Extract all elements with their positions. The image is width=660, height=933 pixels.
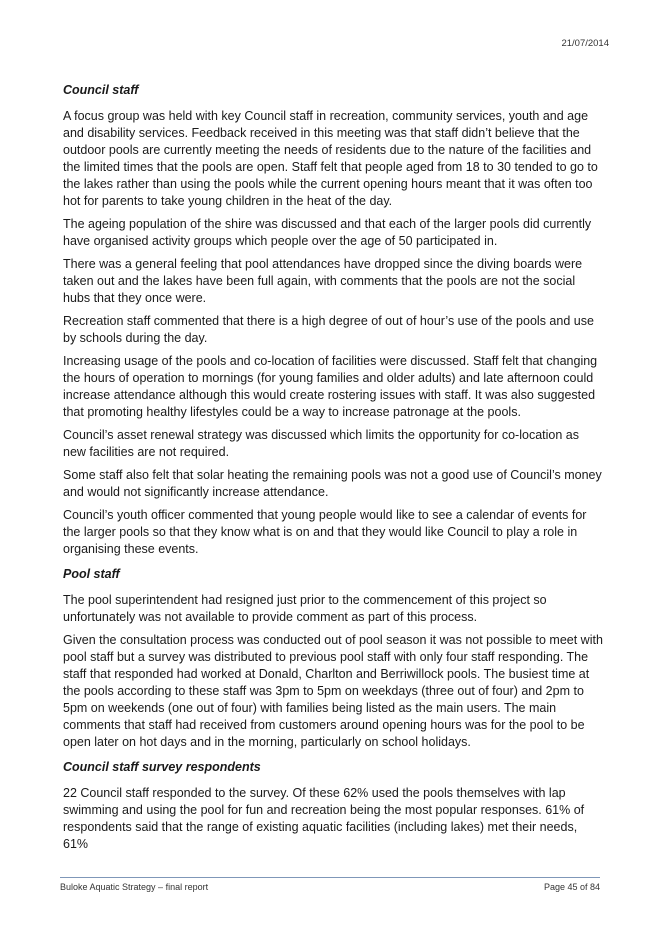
paragraph: The ageing population of the shire was discussed and that each of the larger pools did currently have organised activity groups which people over the age of 50 participated in. — [63, 217, 592, 248]
paragraph: Given the consultation process was conducted out of pool season it was not possible to meet with pool staff but a survey was distributed to previous pool staff with only four staff responding. The staff that responded had worked at Donald, Charlton and Berriwillock pools. The busiest time at the pools according to these staff was 3pm to 5pm on weekdays (three out of four) and 2pm to 5pm on weekends (one out of four) with families being listed as the main users. The main comments that staff had received from customers around opening hours was for the pool to be open later on hot days and in the morning, particularly on school holidays. — [63, 633, 603, 749]
section-heading: Pool staff — [63, 567, 120, 581]
paragraph: Increasing usage of the pools and co-location of facilities were discussed. Staff felt that changing the hours of operation to mornings (for young families and older adults) and late afternoon could increase attendance although this would create rostering issues with staff. It was also suggested that promoting healthy lifestyles could be a way to increase patronage at the pools. — [63, 354, 598, 419]
section-pool-staff — [63, 566, 603, 751]
footer-report-title: Buloke Aquatic Strategy – final report — [60, 882, 209, 892]
footer-divider — [60, 877, 600, 878]
section-heading: Council staff — [63, 83, 139, 97]
footer-page-number: Page 45 of 84 — [543, 882, 600, 892]
paragraph: Recreation staff commented that there is a high degree of out of hour’s use of the pools and use by schools during the day. — [63, 314, 594, 345]
paragraph: Council’s asset renewal strategy was discussed which limits the opportunity for co-location as new facilities are not required. — [63, 428, 579, 459]
paragraph: A focus group was held with key Council staff in recreation, community services, youth and age and disability services. Feedback received in this meeting was that staff didn’t believe that the outdoor pools are currently meeting the needs of residents due to the nature of the facilities and the limited times that the pools are open. Staff felt that people aged from 18 to 30 tended to go to the lakes rather than using the pools while the current opening hours meant that it was often too hot for parents to take young children in the heat of the day. — [63, 109, 598, 208]
paragraph: Some staff also felt that solar heating the remaining pools was not a good use of Council’s money and would not significantly increase attendance. — [63, 468, 602, 499]
section-survey-respondents — [63, 759, 603, 853]
paragraph: Council’s youth officer commented that young people would like to see a calendar of events for the larger pools so that they know what is on and that they would like Council to play a role in organising these events. — [63, 508, 587, 556]
document-body — [63, 82, 603, 859]
paragraph: There was a general feeling that pool attendances have dropped since the diving boards were taken out and the lakes have been full again, with comments that the pools are not the social hubs that they once were. — [63, 257, 583, 305]
header-date: 21/07/2014 — [561, 38, 609, 49]
section-council-staff — [63, 82, 603, 558]
section-heading: Council staff survey respondents — [63, 760, 261, 774]
paragraph: 22 Council staff responded to the survey. Of these 62% used the pools themselves with lap swimming and using the pool for fun and recreation being the most popular responses. 61% of respondents said that the range of existing aquatic facilities (including lakes) met their needs, 61% — [63, 786, 585, 851]
paragraph: The pool superintendent had resigned just prior to the commencement of this project so unfortunately was not available to provide comment as part of this process. — [63, 593, 547, 624]
